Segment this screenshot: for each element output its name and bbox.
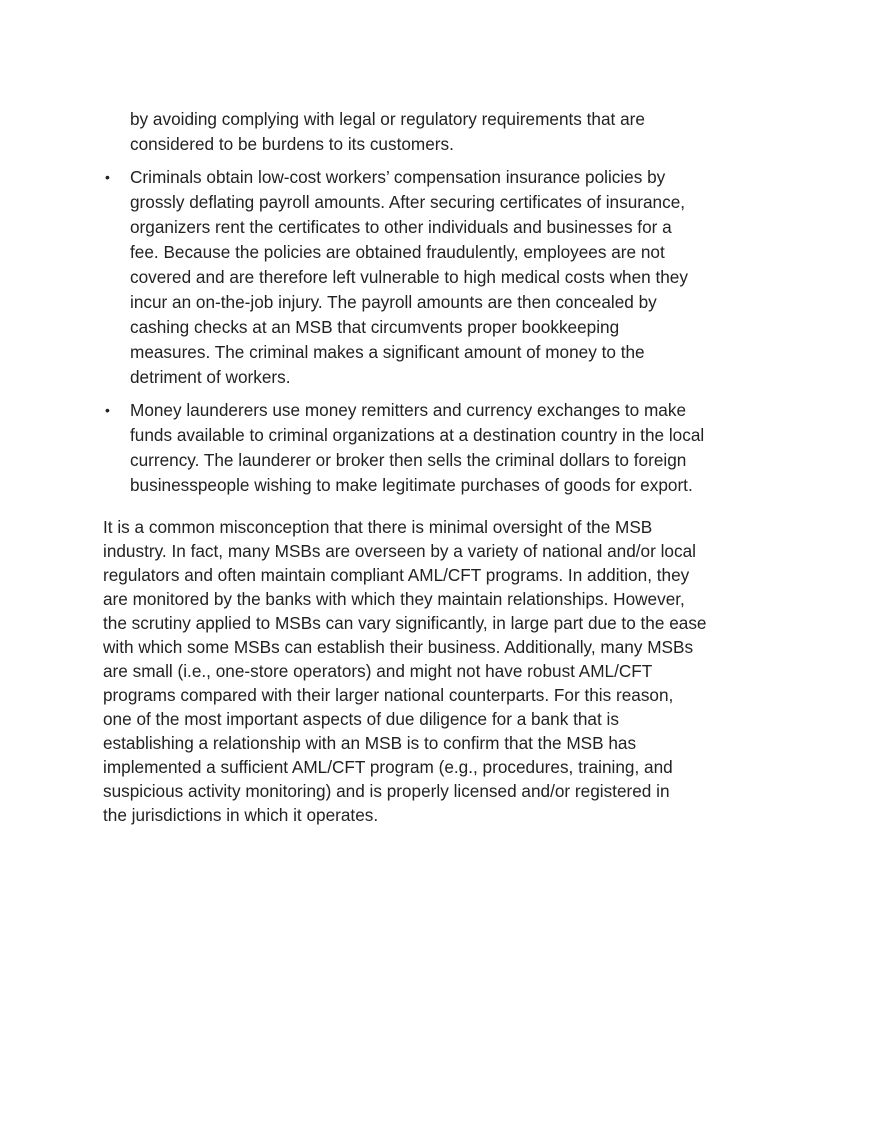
text-line: organizers rent the certificates to other individuals and businesses for a: [130, 217, 672, 237]
text-line: currency. The launderer or broker then sells the criminal dollars to foreign: [130, 450, 687, 470]
bullet-icon: •: [105, 402, 110, 418]
text-line: Criminals obtain low-cost workers’ compensation insurance policies by: [130, 167, 666, 187]
bullet-item-workers-compensation: [105, 165, 688, 390]
text-line: programs compared with their larger national counterparts. For this reason,: [103, 685, 674, 705]
text-line: funds available to criminal organizations at a destination country in the local: [130, 425, 705, 445]
body-paragraph-msb-oversight: [103, 515, 706, 827]
text-line: establishing a relationship with an MSB is to confirm that the MSB has: [103, 733, 637, 753]
bullet-continuation: [130, 107, 645, 157]
text-line: suspicious activity monitoring) and is properly licensed and/or registered in: [103, 781, 670, 801]
text-line: considered to be burdens to its customers.: [130, 134, 454, 154]
text-line: implemented a sufficient AML/CFT program (e.g., procedures, training, and: [103, 757, 673, 777]
text-line: by avoiding complying with legal or regulatory requirements that are: [130, 109, 645, 129]
text-line: incur an on-the-job injury. The payroll amounts are then concealed by: [130, 292, 657, 312]
text-line: regulators and often maintain compliant AML/CFT programs. In addition, they: [103, 565, 690, 585]
text-line: grossly deflating payroll amounts. After securing certificates of insurance,: [130, 192, 686, 212]
text-line: the jurisdictions in which it operates.: [103, 805, 379, 825]
text-line: industry. In fact, many MSBs are overseen by a variety of national and/or local: [103, 541, 696, 561]
text-line: the scrutiny applied to MSBs can vary significantly, in large part due to the ease: [103, 613, 707, 633]
text-line: Money launderers use money remitters and currency exchanges to make: [130, 400, 687, 420]
text-line: are monitored by the banks with which they maintain relationships. However,: [103, 589, 685, 609]
text-line: detriment of workers.: [130, 367, 291, 387]
text-line: It is a common misconception that there is minimal oversight of the MSB: [103, 517, 653, 537]
text-line: cashing checks at an MSB that circumvents proper bookkeeping: [130, 317, 620, 337]
text-line: fee. Because the policies are obtained fraudulently, employees are not: [130, 242, 665, 262]
bullet-icon: •: [105, 169, 110, 185]
text-line: measures. The criminal makes a significant amount of money to the: [130, 342, 645, 362]
bullet-item-money-launderers: [105, 398, 705, 498]
text-line: with which some MSBs can establish their business. Additionally, many MSBs: [103, 637, 694, 657]
text-line: covered and are therefore left vulnerable to high medical costs when they: [130, 267, 688, 287]
text-line: one of the most important aspects of due diligence for a bank that is: [103, 709, 619, 729]
text-line: are small (i.e., one-store operators) and might not have robust AML/CFT: [103, 661, 653, 681]
text-line: businesspeople wishing to make legitimate purchases of goods for export.: [130, 475, 693, 495]
